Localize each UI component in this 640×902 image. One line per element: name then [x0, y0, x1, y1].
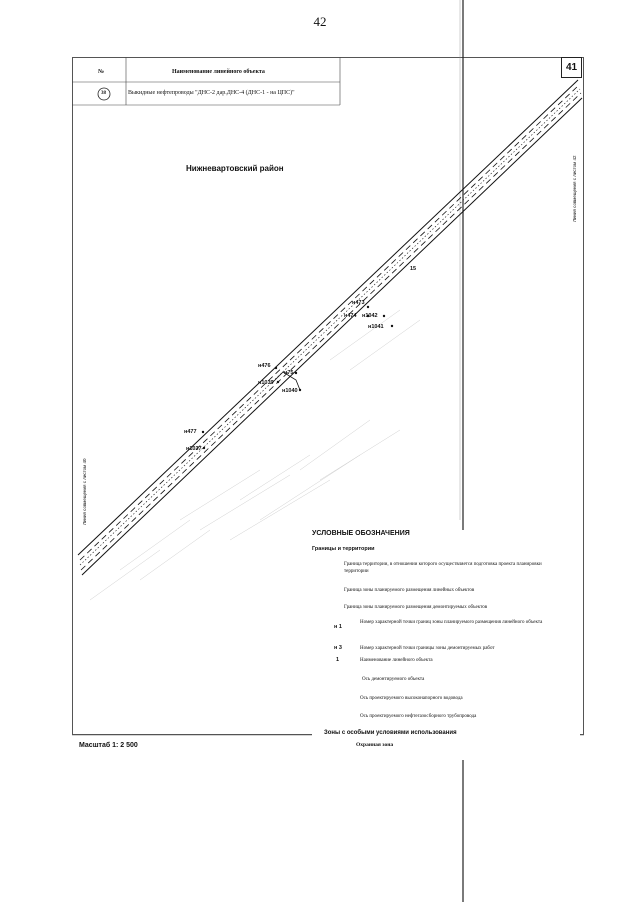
sheet-number: 41 — [561, 57, 582, 78]
legend-symbol-label-n1: н 1 — [334, 624, 342, 630]
region-label: Нижневартовский район — [186, 164, 284, 173]
legend-subtitle: Границы и территории — [312, 546, 375, 552]
map-label-n75: н75 — [284, 370, 294, 376]
point-n1040 — [299, 389, 301, 391]
map-label-n474: н474 — [344, 313, 357, 319]
legend-item-oil-pipeline: Ось проектируемого нефтегазосборного трубопровода — [360, 714, 477, 719]
vertical-label-right: Линия совмещения с листом 42 — [572, 155, 577, 222]
point-n75 — [295, 372, 297, 374]
legend-item-demolition-axis: Ось демонтируемого объекта — [362, 677, 425, 682]
header-no-label: № — [98, 69, 105, 75]
map-label-n473: н473 — [352, 300, 365, 306]
corridor — [78, 80, 582, 575]
map-label-n1042: н1042 — [362, 313, 378, 319]
legend-symbol-label-n3: н 3 — [334, 645, 342, 651]
vertical-label-left: Линия совмещения с листом 40 — [82, 458, 87, 525]
legend-item-object-name: Наименование линейного объекта — [360, 658, 433, 663]
scale-label: Масштаб 1: 2 500 — [79, 742, 138, 749]
map-label-n1041: н1041 — [368, 324, 384, 330]
corridor-outer-lower — [82, 98, 582, 575]
corridor-outer-upper — [78, 80, 578, 555]
point-n1041 — [391, 325, 393, 327]
point-n1037 — [203, 447, 205, 449]
point-n473 — [367, 306, 369, 308]
header-name-label: Наименование линейного объекта — [172, 69, 265, 75]
map-label-15: 15 — [410, 266, 417, 272]
page-number: 42 — [313, 14, 327, 29]
corridor-dotted-axis — [80, 89, 580, 565]
point-n476 — [275, 367, 277, 369]
map-label-n476: н476 — [258, 363, 271, 369]
legend-title: УСЛОВНЫЕ ОБОЗНАЧЕНИЯ — [312, 530, 410, 537]
corridor-dash-2 — [81, 93, 581, 570]
point-markers — [202, 306, 393, 449]
legend-item-demolition-zone: Граница зоны планируемого размещения демонтируемых объектов — [344, 605, 488, 610]
legend-item-territory: Граница территории, в отношении которого осуществляется подготовка проекта планировки территории — [344, 562, 542, 574]
map-label-n1040: н1040 — [282, 388, 298, 394]
map-label-n1037: н1037 — [186, 446, 202, 452]
legend-zone-item: Охранная зона — [356, 742, 394, 748]
corridor-dash-1 — [80, 85, 579, 560]
map-label-n477: н477 — [184, 429, 197, 435]
legend-item-water-pipeline: Ось проектируемого высоконапорного водовода — [360, 696, 463, 701]
legend-item-demolition-point: Номер характерной точки границы зоны демонтируемых работ — [360, 646, 495, 651]
map-label-n1039: н1039 — [258, 380, 274, 386]
legend-item-point-number: Номер характерной точки границ зоны планируемого размещения линейного объекта — [360, 620, 543, 625]
legend-symbol-label-1: 1 — [336, 657, 340, 663]
legend-item-linear-zone: Граница зоны планируемого размещения линейных объектов — [344, 588, 475, 593]
point-n477 — [202, 431, 204, 433]
point-n1039 — [277, 381, 279, 383]
header-object-number: 38 — [101, 91, 106, 96]
header-table — [72, 57, 340, 105]
point-n1042 — [383, 315, 385, 317]
legend-zones-title: Зоны с особыми условиями использования — [324, 730, 457, 736]
header-object-name: Выкидные нефтепроводы "ДНС-2 дар.ДНС-4 (ДНС-1 - на ЦПС)" — [128, 90, 295, 96]
